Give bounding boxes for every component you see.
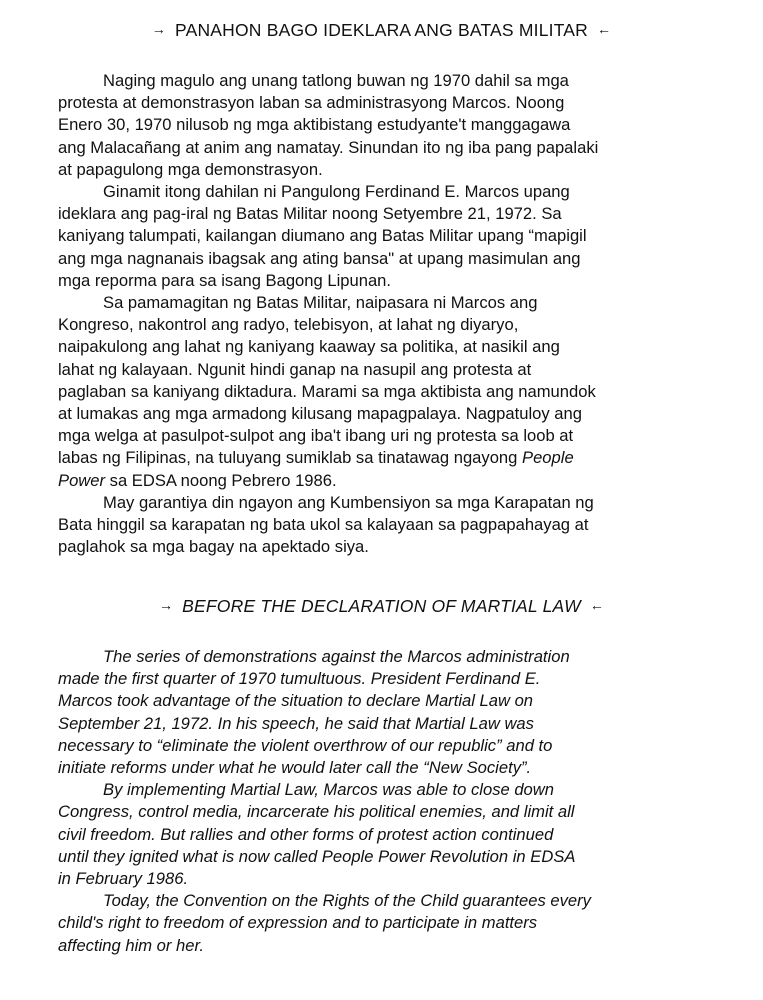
line-text: May garantiya din ngayon ang Kumbensiyon sa mga Karapatan ng <box>103 492 594 512</box>
line-text: ideklara ang pag-iral ng Batas Militar noong Setyembre 21, 1972. Sa <box>58 204 562 224</box>
text-line <box>58 92 718 114</box>
text-line <box>58 359 718 381</box>
text-line <box>58 248 718 270</box>
line-text: Naging magulo ang unang tatlong buwan ng 1970 dahil sa mga <box>103 71 569 90</box>
line-text: protesta at demonstrasyon laban sa administrasyong Marcos. Noong <box>58 93 565 113</box>
line-text: paglahok sa mga bagay na apektado siya. <box>58 537 369 557</box>
text-line <box>58 713 718 735</box>
line-text: Ginamit itong dahilan ni Pangulong Ferdinand E. Marcos upang <box>103 182 570 202</box>
line-text: By implementing Martial Law, Marcos was able to close down <box>103 780 554 800</box>
english-body-text <box>58 646 718 957</box>
text-line <box>58 381 718 403</box>
line-text: until they ignited what is now called People Power Revolution in EDSA <box>58 846 576 866</box>
text-line <box>58 646 718 668</box>
line-text: Today, the Convention on the Rights of the Child guarantees every <box>103 891 591 911</box>
text-line <box>58 447 718 469</box>
text-line <box>58 225 718 247</box>
line-text: initiate reforms under what he would later call the “New Society”. <box>58 758 532 778</box>
text-line <box>58 668 718 690</box>
text-line <box>58 824 718 846</box>
text-line <box>58 536 718 558</box>
text-line <box>58 203 718 225</box>
line-text: Enero 30, 1970 nilusob ng mga aktibistang estudyante't manggagawa <box>58 115 571 135</box>
line-text: mga reporma para sa isang Bagong Lipunan. <box>58 270 392 290</box>
text-line <box>58 779 718 801</box>
line-text: at lumakas ang mga armadong kilusang mapagpalaya. Nagpatuloy ang <box>58 404 582 424</box>
italic-text: Power <box>58 470 106 490</box>
arrow-right-icon: → <box>158 597 174 613</box>
text-line <box>58 336 718 358</box>
line-text: labas ng Filipinas, na tuluyang sumiklab sa tinatawag ngayong <box>58 448 522 468</box>
line-text: Congress, control media, incarcerate his political enemies, and limit all <box>58 802 575 822</box>
text-line <box>58 403 718 425</box>
line-text: civil freedom. But rallies and other forms of protest action continued <box>58 824 554 844</box>
text-line <box>58 868 718 890</box>
text-line <box>58 159 718 181</box>
italic-text: People <box>522 448 574 468</box>
text-line <box>58 890 718 912</box>
text-line <box>58 181 718 203</box>
line-text: ang Malacañang at anim ang namatay. Sinundan ito ng iba pang papalaki <box>58 137 599 157</box>
line-text: lahat ng kalayaan. Ngunit hindi ganap na nasupil ang protesta at <box>58 359 532 379</box>
line-text: naipakulong ang lahat ng kaniyang kaaway sa politika, at nasikil ang <box>58 337 560 357</box>
text-line <box>58 314 718 336</box>
line-text: Marcos took advantage of the situation to declare Martial Law on <box>58 691 534 711</box>
text-line <box>58 514 718 536</box>
text-line <box>58 735 718 757</box>
line-text: The series of demonstrations against the Marcos administration <box>103 647 570 666</box>
filipino-body-text <box>58 70 718 558</box>
text-line <box>58 492 718 514</box>
line-text: child's right to freedom of expression and to participate in matters <box>58 913 538 933</box>
text-line <box>58 470 718 492</box>
text-line <box>58 757 718 779</box>
arrow-right-icon: → <box>151 21 166 37</box>
english-heading-text: BEFORE THE DECLARATION OF MARTIAL LAW <box>182 596 581 616</box>
text-line <box>58 935 718 957</box>
text-line <box>58 137 718 159</box>
line-text: paglaban sa kaniyang diktadura. Marami sa mga aktibista ang namundok <box>58 381 596 401</box>
line-text: Sa pamamagitan ng Batas Militar, naipasara ni Marcos ang <box>103 293 538 313</box>
line-text: ang mga nagnanais ibagsak ang ating bansa" at upang masimulan ang <box>58 248 581 268</box>
text-line <box>58 846 718 868</box>
text-line <box>58 425 718 447</box>
text-line <box>58 690 718 712</box>
text-line <box>58 270 718 292</box>
line-text: necessary to “eliminate the violent overthrow of our republic” and to <box>58 735 553 755</box>
arrow-left-icon: ← <box>589 597 605 613</box>
line-text: affecting him or her. <box>58 935 205 955</box>
line-text: mga welga at pasulpot-sulpot ang iba't ibang uri ng protesta sa loob at <box>58 426 574 446</box>
text-line <box>58 912 718 934</box>
line-text: Bata hinggil sa karapatan ng bata ukol sa kalayaan sa pagpapahayag at <box>58 515 589 535</box>
text-line <box>58 70 718 92</box>
line-text: made the first quarter of 1970 tumultuous. President Ferdinand E. <box>58 669 541 689</box>
line-text: in February 1986. <box>58 869 189 889</box>
english-heading <box>0 596 763 617</box>
line-text: September 21, 1972. In his speech, he said that Martial Law was <box>58 713 534 733</box>
filipino-heading <box>0 20 763 41</box>
line-text: at papagulong mga demonstrasyon. <box>58 159 323 179</box>
line-text: kaniyang talumpati, kailangan diumano ang Batas Militar upang “mapigil <box>58 226 587 246</box>
arrow-left-icon: ← <box>597 21 612 37</box>
line-text: sa EDSA noong Pebrero 1986. <box>105 470 337 490</box>
text-line <box>58 801 718 823</box>
text-line <box>58 292 718 314</box>
filipino-heading-text: PANAHON BAGO IDEKLARA ANG BATAS MILITAR <box>175 20 588 40</box>
text-line <box>58 114 718 136</box>
line-text: Kongreso, nakontrol ang radyo, telebisyon, at lahat ng diyaryo, <box>58 315 519 335</box>
